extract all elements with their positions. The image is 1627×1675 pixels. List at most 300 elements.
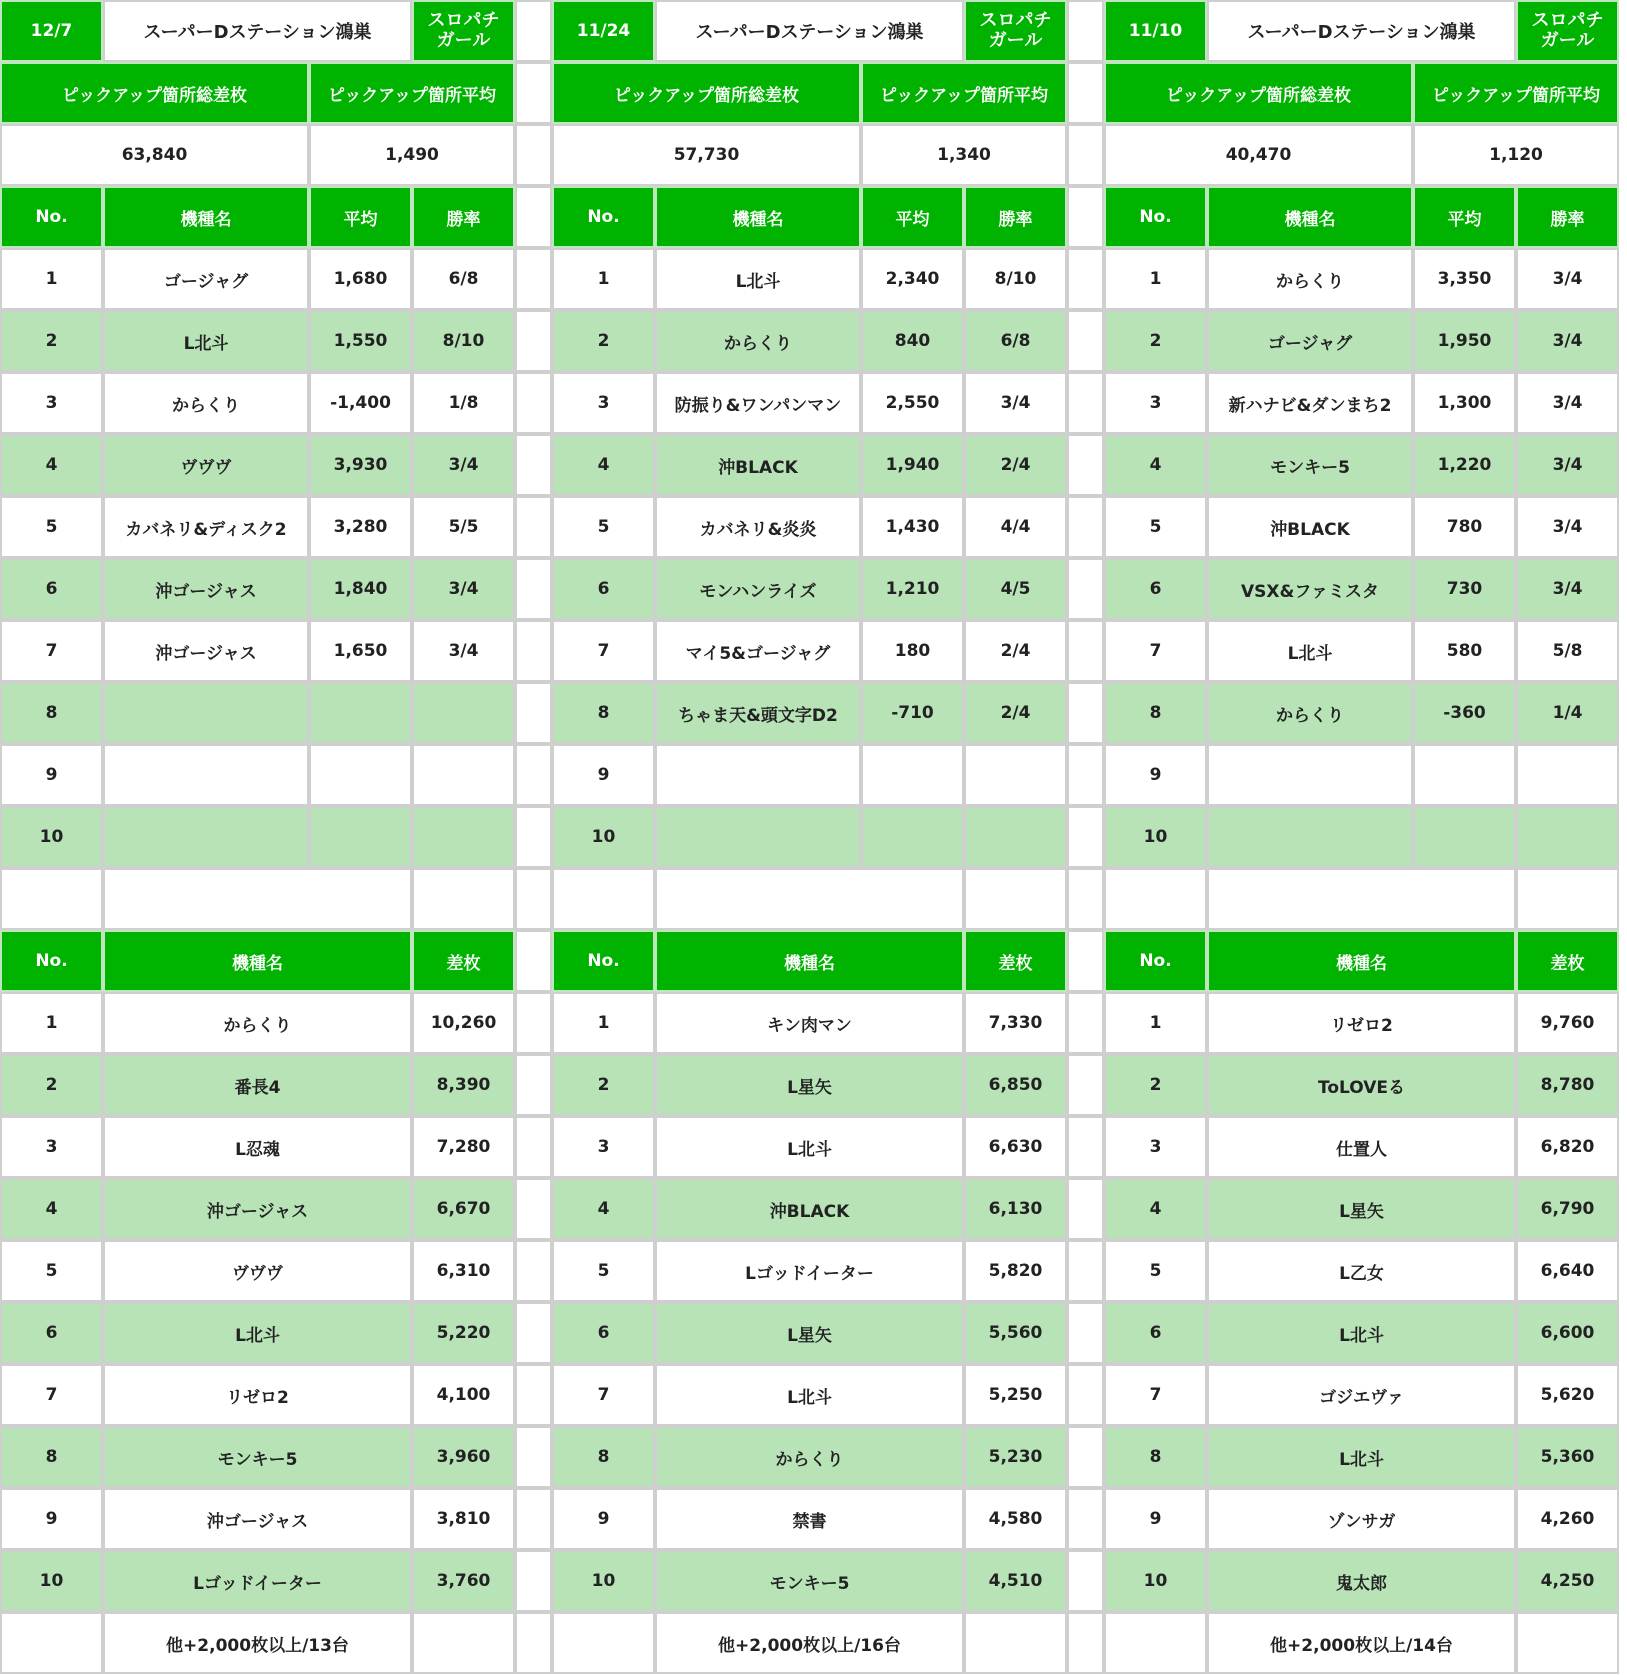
spacer-cell (515, 868, 552, 930)
pick-header-avg: 平均 (1413, 186, 1516, 248)
top-row-model: ToLOVEる (1207, 1054, 1516, 1116)
blank-cell (964, 868, 1067, 930)
date-cell: 11/24 (552, 0, 655, 62)
top-row-no: 9 (552, 1488, 655, 1550)
top-row-no: 8 (1104, 1426, 1207, 1488)
source-line: スロパチ (979, 10, 1052, 31)
pick-row-avg: 580 (1413, 620, 1516, 682)
top-row-diff: 4,510 (964, 1550, 1067, 1612)
top-row-no: 9 (0, 1488, 103, 1550)
average-label: ピックアップ箇所平均 (309, 62, 515, 124)
top-row-model: 沖ゴージャス (103, 1488, 412, 1550)
pick-row-avg: 2,340 (861, 248, 964, 310)
top-row-diff: 8,780 (1516, 1054, 1619, 1116)
pick-row-win: 5/8 (1516, 620, 1619, 682)
spacer-cell (515, 0, 552, 62)
spacer-cell (1067, 1302, 1104, 1364)
pick-row-avg (861, 744, 964, 806)
pick-row-model (1207, 806, 1413, 868)
top-row-model: L星矢 (655, 1302, 964, 1364)
top-row-model: モンキー5 (103, 1426, 412, 1488)
pick-row-no: 10 (0, 806, 103, 868)
pick-row-win (964, 744, 1067, 806)
store-name: スーパーDステーション鴻巣 (103, 0, 412, 62)
top-row-model: ゴジエヴァ (1207, 1364, 1516, 1426)
spacer-cell (1067, 1426, 1104, 1488)
top-row-diff: 5,820 (964, 1240, 1067, 1302)
top-row-no: 4 (0, 1178, 103, 1240)
pick-row-win: 6/8 (964, 310, 1067, 372)
pick-header-model: 機種名 (1207, 186, 1413, 248)
pick-row-avg: 3,930 (309, 434, 412, 496)
pick-row-model: 防振り&ワンパンマン (655, 372, 861, 434)
pick-row-avg: 1,940 (861, 434, 964, 496)
footer-note: 他+2,000枚以上/14台 (1207, 1612, 1516, 1674)
spacer-cell (515, 806, 552, 868)
top-row-model: L星矢 (1207, 1178, 1516, 1240)
pick-row-win: 4/4 (964, 496, 1067, 558)
total-label: ピックアップ箇所総差枚 (0, 62, 309, 124)
top-row-diff: 6,640 (1516, 1240, 1619, 1302)
blank-cell (964, 1612, 1067, 1674)
pick-row-win: 3/4 (412, 558, 515, 620)
pick-row-no: 3 (1104, 372, 1207, 434)
date-cell: 12/7 (0, 0, 103, 62)
spacer-cell (1067, 806, 1104, 868)
spacer-cell (515, 992, 552, 1054)
spacer-cell (1067, 310, 1104, 372)
pick-row-no: 1 (1104, 248, 1207, 310)
pick-row-win: 3/4 (412, 434, 515, 496)
top-row-no: 5 (0, 1240, 103, 1302)
spacer-cell (515, 186, 552, 248)
blank-cell (0, 868, 103, 930)
blank-cell (412, 868, 515, 930)
pick-header-model: 機種名 (655, 186, 861, 248)
spacer-cell (515, 1302, 552, 1364)
pick-row-model: 沖BLACK (655, 434, 861, 496)
top-row-no: 1 (0, 992, 103, 1054)
top-row-model: モンキー5 (655, 1550, 964, 1612)
top-row-diff: 6,670 (412, 1178, 515, 1240)
top-row-no: 4 (552, 1178, 655, 1240)
pick-row-model (655, 744, 861, 806)
spacer-cell (1067, 1054, 1104, 1116)
top-row-diff: 5,560 (964, 1302, 1067, 1364)
top-row-diff: 3,810 (412, 1488, 515, 1550)
pick-row-model: ゴージャグ (1207, 310, 1413, 372)
top-row-model: 仕置人 (1207, 1116, 1516, 1178)
spacer-cell (515, 248, 552, 310)
store-name: スーパーDステーション鴻巣 (1207, 0, 1516, 62)
pick-row-no: 6 (552, 558, 655, 620)
blank-cell (103, 868, 412, 930)
spacer-cell (1067, 1612, 1104, 1674)
top-row-no: 4 (1104, 1178, 1207, 1240)
pick-row-no: 4 (552, 434, 655, 496)
blank-cell (1207, 868, 1516, 930)
pick-row-avg: 1,950 (1413, 310, 1516, 372)
pick-row-no: 10 (552, 806, 655, 868)
pick-row-avg (309, 806, 412, 868)
source-line: ガール (1540, 30, 1595, 51)
pick-row-win: 3/4 (1516, 434, 1619, 496)
blank-cell (1516, 1612, 1619, 1674)
top-row-diff: 5,220 (412, 1302, 515, 1364)
pick-row-model: からくり (1207, 682, 1413, 744)
total-value: 40,470 (1104, 124, 1413, 186)
spacer-cell (1067, 1178, 1104, 1240)
top-header-no: No. (1104, 930, 1207, 992)
spacer-cell (515, 372, 552, 434)
pick-row-model: カバネリ&ディスク2 (103, 496, 309, 558)
top-row-no: 5 (552, 1240, 655, 1302)
spacer-cell (515, 62, 552, 124)
top-row-diff: 6,130 (964, 1178, 1067, 1240)
pick-row-no: 6 (1104, 558, 1207, 620)
spacer-cell (1067, 930, 1104, 992)
pick-row-model: 沖ゴージャス (103, 620, 309, 682)
top-row-diff: 8,390 (412, 1054, 515, 1116)
pick-row-win: 3/4 (964, 372, 1067, 434)
pick-row-win (964, 806, 1067, 868)
top-row-no: 2 (1104, 1054, 1207, 1116)
pick-header-win: 勝率 (1516, 186, 1619, 248)
pick-row-no: 7 (0, 620, 103, 682)
blank-cell (552, 1612, 655, 1674)
spacer-cell (515, 1612, 552, 1674)
pick-row-model: VSX&ファミスタ (1207, 558, 1413, 620)
top-row-no: 10 (552, 1550, 655, 1612)
top-row-model: L忍魂 (103, 1116, 412, 1178)
top-row-diff: 6,820 (1516, 1116, 1619, 1178)
top-header-diff: 差枚 (412, 930, 515, 992)
pick-row-avg (309, 744, 412, 806)
pick-row-model (103, 806, 309, 868)
top-row-no: 10 (1104, 1550, 1207, 1612)
top-row-diff: 6,850 (964, 1054, 1067, 1116)
spacer-cell (1067, 434, 1104, 496)
spacer-cell (1067, 1550, 1104, 1612)
pick-row-avg (861, 806, 964, 868)
pick-row-win: 3/4 (1516, 496, 1619, 558)
spacer-cell (1067, 124, 1104, 186)
pick-row-no: 1 (0, 248, 103, 310)
pick-row-model: 沖BLACK (1207, 496, 1413, 558)
spacer-cell (1067, 992, 1104, 1054)
top-row-no: 9 (1104, 1488, 1207, 1550)
spacer-cell (515, 620, 552, 682)
pick-row-avg: 1,220 (1413, 434, 1516, 496)
top-row-diff: 5,230 (964, 1426, 1067, 1488)
top-row-diff: 7,280 (412, 1116, 515, 1178)
pick-row-avg: 840 (861, 310, 964, 372)
top-row-model: リゼロ2 (1207, 992, 1516, 1054)
pick-row-model: L北斗 (103, 310, 309, 372)
pick-row-model (103, 682, 309, 744)
spacer-cell (1067, 248, 1104, 310)
top-header-model: 機種名 (103, 930, 412, 992)
pick-row-no: 4 (0, 434, 103, 496)
pick-row-avg (1413, 744, 1516, 806)
date-cell: 11/10 (1104, 0, 1207, 62)
spacer-cell (1067, 62, 1104, 124)
pick-row-win: 4/5 (964, 558, 1067, 620)
pick-row-model: 新ハナビ&ダンまち2 (1207, 372, 1413, 434)
source-cell (412, 0, 515, 62)
top-row-model: リゼロ2 (103, 1364, 412, 1426)
spacer-cell (515, 682, 552, 744)
spacer-cell (515, 1364, 552, 1426)
spacer-cell (515, 124, 552, 186)
top-row-model: ゾンサガ (1207, 1488, 1516, 1550)
top-row-model: L北斗 (655, 1364, 964, 1426)
source-cell (1516, 0, 1619, 62)
pick-row-model (103, 744, 309, 806)
top-row-diff: 6,600 (1516, 1302, 1619, 1364)
pick-row-no: 5 (1104, 496, 1207, 558)
top-row-model: L北斗 (1207, 1426, 1516, 1488)
pick-row-no: 3 (552, 372, 655, 434)
top-row-diff: 4,250 (1516, 1550, 1619, 1612)
pick-row-win (1516, 744, 1619, 806)
top-row-diff: 6,790 (1516, 1178, 1619, 1240)
pick-row-avg: 1,550 (309, 310, 412, 372)
spacer-cell (515, 1116, 552, 1178)
pick-row-no: 8 (1104, 682, 1207, 744)
top-row-no: 6 (0, 1302, 103, 1364)
top-row-model: 鬼太郎 (1207, 1550, 1516, 1612)
blank-cell (412, 1612, 515, 1674)
top-row-model: 禁書 (655, 1488, 964, 1550)
average-label: ピックアップ箇所平均 (1413, 62, 1619, 124)
pick-row-avg: 3,350 (1413, 248, 1516, 310)
top-row-model: Lゴッドイーター (103, 1550, 412, 1612)
pick-row-avg: 2,550 (861, 372, 964, 434)
top-row-model: 沖ゴージャス (103, 1178, 412, 1240)
pick-header-avg: 平均 (309, 186, 412, 248)
top-header-diff: 差枚 (1516, 930, 1619, 992)
top-row-diff: 4,580 (964, 1488, 1067, 1550)
pick-header-win: 勝率 (964, 186, 1067, 248)
top-row-diff: 3,960 (412, 1426, 515, 1488)
spacer-cell (1067, 1240, 1104, 1302)
spacer-cell (515, 434, 552, 496)
pick-row-model: L北斗 (1207, 620, 1413, 682)
pick-header-no: No. (1104, 186, 1207, 248)
pick-row-win: 3/4 (1516, 248, 1619, 310)
spacer-cell (1067, 620, 1104, 682)
top-row-no: 8 (552, 1426, 655, 1488)
top-row-model: L北斗 (103, 1302, 412, 1364)
spacer-cell (515, 310, 552, 372)
pick-row-model: からくり (655, 310, 861, 372)
pick-row-avg: 1,840 (309, 558, 412, 620)
pick-row-avg: 1,680 (309, 248, 412, 310)
top-row-no: 6 (552, 1302, 655, 1364)
top-row-no: 5 (1104, 1240, 1207, 1302)
pick-row-win: 3/4 (1516, 558, 1619, 620)
pick-row-win (412, 682, 515, 744)
spacer-cell (515, 558, 552, 620)
pick-row-win (412, 744, 515, 806)
source-line: スロパチ (427, 10, 500, 31)
pick-row-model: モンハンライズ (655, 558, 861, 620)
top-row-diff: 9,760 (1516, 992, 1619, 1054)
pick-row-model (1207, 744, 1413, 806)
spacer-cell (515, 496, 552, 558)
spacer-cell (515, 744, 552, 806)
top-row-diff: 3,760 (412, 1550, 515, 1612)
blank-cell (655, 868, 964, 930)
pick-row-model: L北斗 (655, 248, 861, 310)
total-value: 57,730 (552, 124, 861, 186)
pick-row-avg: 730 (1413, 558, 1516, 620)
top-row-model: ヴヴヴ (103, 1240, 412, 1302)
pick-row-avg: -710 (861, 682, 964, 744)
pick-row-no: 9 (1104, 744, 1207, 806)
top-row-no: 1 (1104, 992, 1207, 1054)
top-row-no: 2 (0, 1054, 103, 1116)
top-row-diff: 7,330 (964, 992, 1067, 1054)
footer-note: 他+2,000枚以上/13台 (103, 1612, 412, 1674)
pick-header-win: 勝率 (412, 186, 515, 248)
pick-header-no: No. (0, 186, 103, 248)
pick-row-win: 1/4 (1516, 682, 1619, 744)
pick-row-no: 6 (0, 558, 103, 620)
spacer-cell (515, 930, 552, 992)
blank-cell (0, 1612, 103, 1674)
pick-header-no: No. (552, 186, 655, 248)
spacer-cell (1067, 1488, 1104, 1550)
top-header-model: 機種名 (655, 930, 964, 992)
pick-row-win: 5/5 (412, 496, 515, 558)
pick-row-no: 3 (0, 372, 103, 434)
pick-row-win: 3/4 (412, 620, 515, 682)
pick-row-avg: 1,300 (1413, 372, 1516, 434)
average-value: 1,490 (309, 124, 515, 186)
pick-row-model: マイ5&ゴージャグ (655, 620, 861, 682)
top-row-diff: 10,260 (412, 992, 515, 1054)
pick-row-model (655, 806, 861, 868)
top-row-model: L星矢 (655, 1054, 964, 1116)
top-row-no: 10 (0, 1550, 103, 1612)
pick-row-no: 9 (552, 744, 655, 806)
pick-row-no: 2 (0, 310, 103, 372)
top-row-diff: 5,620 (1516, 1364, 1619, 1426)
pick-row-no: 7 (552, 620, 655, 682)
top-row-no: 7 (552, 1364, 655, 1426)
pick-row-win: 8/10 (412, 310, 515, 372)
pick-row-avg (1413, 806, 1516, 868)
total-label: ピックアップ箇所総差枚 (552, 62, 861, 124)
pick-row-avg: 3,280 (309, 496, 412, 558)
pick-row-win (1516, 806, 1619, 868)
top-row-diff: 4,100 (412, 1364, 515, 1426)
top-header-no: No. (0, 930, 103, 992)
top-row-diff: 5,250 (964, 1364, 1067, 1426)
spacer-cell (1067, 372, 1104, 434)
pick-row-no: 8 (0, 682, 103, 744)
top-row-no: 8 (0, 1426, 103, 1488)
spacer-cell (1067, 868, 1104, 930)
store-name: スーパーDステーション鴻巣 (655, 0, 964, 62)
blank-cell (552, 868, 655, 930)
pick-row-model: カバネリ&炎炎 (655, 496, 861, 558)
top-row-no: 1 (552, 992, 655, 1054)
spacer-cell (515, 1178, 552, 1240)
top-row-model: 沖BLACK (655, 1178, 964, 1240)
total-label: ピックアップ箇所総差枚 (1104, 62, 1413, 124)
spacer-cell (515, 1550, 552, 1612)
pick-row-avg: 1,210 (861, 558, 964, 620)
source-line: スロパチ (1531, 10, 1604, 31)
pick-header-avg: 平均 (861, 186, 964, 248)
pick-row-no: 5 (552, 496, 655, 558)
spacer-cell (1067, 744, 1104, 806)
spacer-cell (1067, 0, 1104, 62)
top-row-model: L乙女 (1207, 1240, 1516, 1302)
pick-row-avg: -1,400 (309, 372, 412, 434)
spacer-cell (1067, 186, 1104, 248)
average-label: ピックアップ箇所平均 (861, 62, 1067, 124)
top-row-diff: 6,630 (964, 1116, 1067, 1178)
total-value: 63,840 (0, 124, 309, 186)
average-value: 1,340 (861, 124, 1067, 186)
footer-note: 他+2,000枚以上/16台 (655, 1612, 964, 1674)
pick-row-win (412, 806, 515, 868)
pick-row-no: 2 (552, 310, 655, 372)
top-row-no: 3 (552, 1116, 655, 1178)
top-row-no: 7 (1104, 1364, 1207, 1426)
spacer-cell (515, 1426, 552, 1488)
spacer-cell (1067, 1116, 1104, 1178)
blank-cell (1104, 868, 1207, 930)
top-row-model: からくり (655, 1426, 964, 1488)
pick-row-win: 2/4 (964, 682, 1067, 744)
pick-row-no: 9 (0, 744, 103, 806)
pick-row-avg: -360 (1413, 682, 1516, 744)
pick-row-model: ちゃま天&頭文字D2 (655, 682, 861, 744)
top-row-no: 3 (1104, 1116, 1207, 1178)
pick-row-no: 7 (1104, 620, 1207, 682)
top-row-model: Lゴッドイーター (655, 1240, 964, 1302)
pick-row-win: 3/4 (1516, 310, 1619, 372)
pick-row-avg: 1,650 (309, 620, 412, 682)
pick-row-avg: 180 (861, 620, 964, 682)
top-row-model: L北斗 (655, 1116, 964, 1178)
pick-row-win: 2/4 (964, 434, 1067, 496)
pick-row-win: 1/8 (412, 372, 515, 434)
top-row-no: 3 (0, 1116, 103, 1178)
spacer-cell (1067, 558, 1104, 620)
pick-row-no: 10 (1104, 806, 1207, 868)
top-row-diff: 5,360 (1516, 1426, 1619, 1488)
top-header-no: No. (552, 930, 655, 992)
spacer-cell (515, 1240, 552, 1302)
top-row-model: からくり (103, 992, 412, 1054)
top-row-no: 7 (0, 1364, 103, 1426)
top-row-model: キン肉マン (655, 992, 964, 1054)
spacer-cell (1067, 682, 1104, 744)
top-row-diff: 6,310 (412, 1240, 515, 1302)
pick-row-model: からくり (1207, 248, 1413, 310)
top-header-diff: 差枚 (964, 930, 1067, 992)
pick-header-model: 機種名 (103, 186, 309, 248)
spacer-cell (1067, 496, 1104, 558)
pick-row-model: ヴヴヴ (103, 434, 309, 496)
source-cell (964, 0, 1067, 62)
